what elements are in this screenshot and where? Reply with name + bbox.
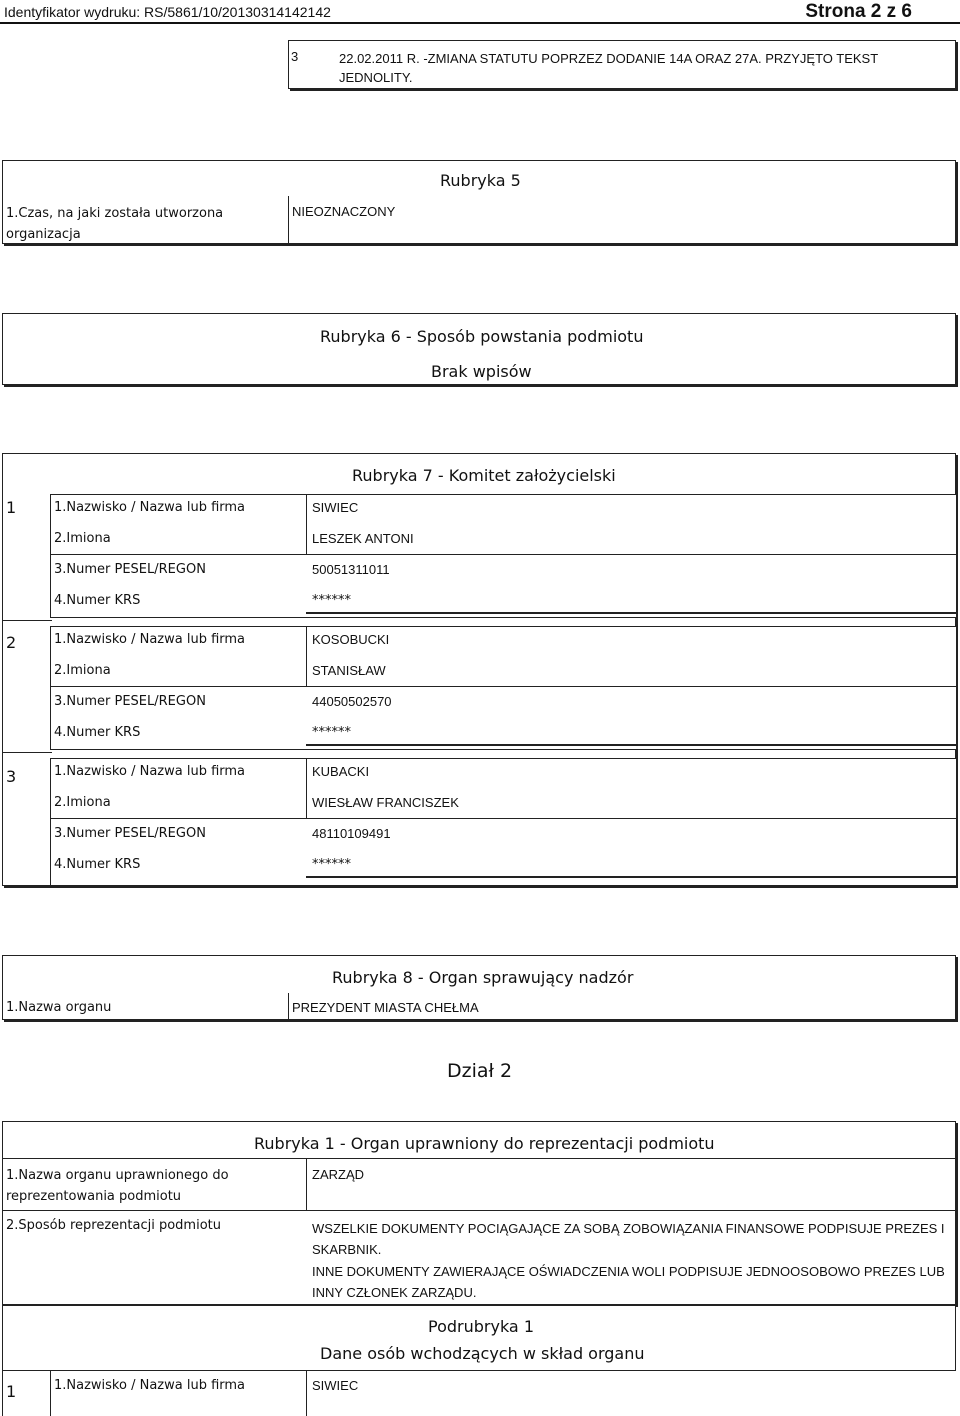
member-number: 1: [6, 1382, 17, 1401]
names-label: 2.Imiona: [54, 531, 111, 546]
method-label: 2.Sposób reprezentacji podmiotu: [6, 1218, 221, 1233]
rubryka8-title: Rubryka 8 - Organ sprawujący nadzór: [332, 968, 634, 987]
pesel-label: 3.Numer PESEL/REGON: [54, 562, 206, 577]
row-rule: [2, 1210, 956, 1211]
krs-label: 4.Numer KRS: [54, 857, 141, 872]
row-rule: [50, 686, 956, 687]
print-identifier: Identyfikator wydruku: RS/5861/10/20130314142142: [4, 4, 331, 20]
member-number: 1: [6, 498, 17, 517]
rubryka5-label: 1.Czas, na jaki została utworzona organizacja: [6, 206, 224, 242]
change-entry-text: 22.02.2011 R. -ZMIANA STATUTU POPRZEZ DODANIE 14A ORAZ 27A. PRZYJĘTO TEKST JEDNOLITY.: [339, 51, 878, 85]
names-label: 2.Imiona: [54, 795, 111, 810]
member-number: 3: [6, 767, 17, 786]
rubryka5-value: NIEOZNACZONY: [292, 204, 396, 219]
rubryka6-title: Rubryka 6 - Sposób powstania podmiotu: [320, 327, 644, 346]
krs-label: 4.Numer KRS: [54, 725, 141, 740]
member-separator: [2, 752, 52, 753]
field-divider: [306, 758, 307, 818]
rubryka5-divider: [288, 196, 289, 244]
pesel-label: 3.Numer PESEL/REGON: [54, 694, 206, 709]
row-rule: [306, 612, 956, 614]
krs-label: 4.Numer KRS: [54, 593, 141, 608]
change-entry-number: 3: [291, 49, 299, 64]
row-rule: [50, 554, 956, 555]
rubryka8-divider: [288, 993, 289, 1020]
podrubryka1-subtitle: Dane osób wchodzących w skład organu: [320, 1344, 645, 1363]
method-line-2: INNE DOKUMENTY ZAWIERAJĄCE OŚWIADCZENIA WOLI PODPISUJE JEDNOOSOBOWO PREZES LUB INNY CZŁONEK ZARZĄDU.: [312, 1264, 945, 1300]
rubryka8-value: PREZYDENT MIASTA CHEŁMA: [292, 1000, 479, 1015]
row-rule: [2, 1158, 956, 1159]
member-number: 2: [6, 633, 17, 652]
surname-value: SIWIEC: [312, 1378, 359, 1393]
field-divider: [306, 1158, 307, 1210]
krs-value: ******: [312, 593, 351, 608]
row-rule: [306, 744, 956, 746]
surname-label: 1.Nazwisko / Nazwa lub firma: [54, 500, 246, 515]
rubryka8-label: 1.Nazwa organu: [6, 1000, 112, 1015]
organ-value: ZARZĄD: [312, 1167, 364, 1182]
rubryka5-title: Rubryka 5: [440, 171, 521, 190]
row-rule: [306, 876, 956, 878]
pesel-value: 44050502570: [312, 694, 392, 709]
header-rule: [0, 22, 960, 24]
rubryka7-title: Rubryka 7 - Komitet założycielski: [352, 466, 616, 485]
names-label: 2.Imiona: [54, 663, 111, 678]
surname-value: KUBACKI: [312, 764, 370, 779]
row-rule: [50, 818, 956, 819]
surname-label: 1.Nazwisko / Nazwa lub firma: [54, 764, 246, 779]
surname-label: 1.Nazwisko / Nazwa lub firma: [54, 632, 246, 647]
field-divider: [306, 494, 307, 554]
organ-label: 1.Nazwa organu uprawnionego do reprezentowania podmiotu: [6, 1168, 229, 1204]
pesel-value: 48110109491: [312, 826, 391, 841]
member-separator: [2, 620, 52, 621]
names-value: LESZEK ANTONI: [312, 531, 414, 546]
rubryka6-empty: Brak wpisów: [431, 362, 532, 381]
krs-value: ******: [312, 725, 351, 740]
podrubryka1-title: Podrubryka 1: [428, 1317, 534, 1336]
page-number: Strona 2 z 6: [805, 1, 912, 22]
field-divider: [306, 626, 307, 686]
field-divider: [306, 1370, 307, 1416]
rubryka1-title: Rubryka 1 - Organ uprawniony do reprezentacji podmiotu: [254, 1134, 715, 1153]
method-line-1: WSZELKIE DOKUMENTY POCIĄGAJĄCE ZA SOBĄ ZOBOWIĄZANIA FINANSOWE PODPISUJE PREZES I SKARBNIK.: [312, 1221, 945, 1257]
surname-value: KOSOBUCKI: [312, 632, 390, 647]
pesel-value: 50051311011: [312, 562, 390, 577]
pesel-label: 3.Numer PESEL/REGON: [54, 826, 206, 841]
surname-label: 1.Nazwisko / Nazwa lub firma: [54, 1378, 246, 1393]
section-title: Dział 2: [447, 1060, 513, 1082]
surname-value: SIWIEC: [312, 500, 359, 515]
names-value: WIESŁAW FRANCISZEK: [312, 795, 459, 810]
names-value: STANISŁAW: [312, 663, 386, 678]
krs-value: ******: [312, 857, 351, 872]
